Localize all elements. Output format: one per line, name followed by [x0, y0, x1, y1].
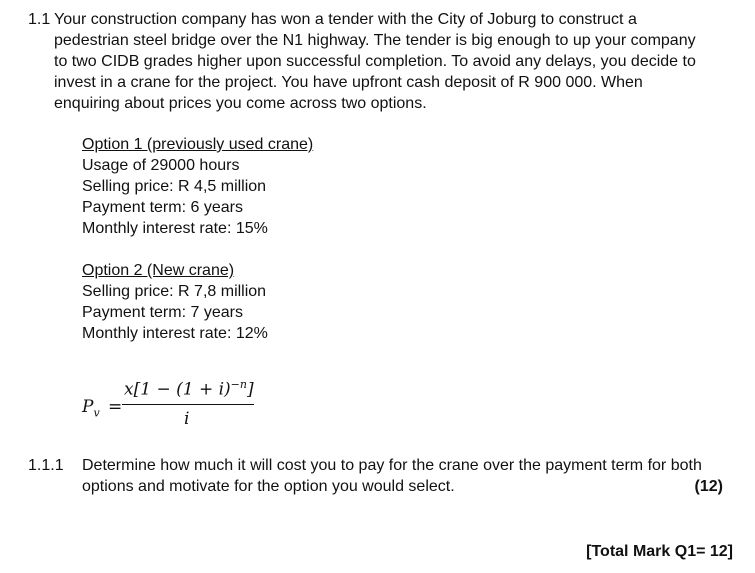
question-line-1: Your construction company has won a tender with the City of Joburg to construct a: [54, 11, 637, 28]
formula-numerator: $x[1 - (1 + i)^{-n}]$: [124, 378, 254, 400]
question-line-3: to two CIDB grades higher upon successful completion. To avoid any delays, you decide to: [54, 53, 696, 70]
option2-heading: Option 2 (New crane): [82, 262, 235, 279]
total-mark: [Total Mark Q1= 12]: [586, 543, 733, 560]
question-line-5: enquiring about prices you come across two options.: [54, 95, 427, 112]
option2-line-2: Payment term: 7 years: [82, 304, 243, 321]
present-value-formula: [82, 378, 282, 434]
subquestion-line-1: Determine how much it will cost you to pay for the crane over the payment term for both: [82, 457, 702, 474]
option1-line-1: Usage of 29000 hours: [82, 157, 240, 174]
option1-line-2: Selling price: R 4,5 million: [82, 178, 267, 195]
subquestion-marks: (12): [694, 478, 723, 495]
question-number: 1.1: [28, 11, 51, 28]
formula-denominator: i: [184, 409, 190, 429]
question-line-2: pedestrian steel bridge over the N1 highway. The tender is big enough to up your company: [54, 32, 696, 49]
formula-fraction-bar: [122, 404, 254, 405]
formula-lhs: $P_v$: [82, 397, 100, 420]
option2-line-1: Selling price: R 7,8 million: [82, 283, 267, 300]
option1-line-4: Monthly interest rate: 15%: [82, 220, 268, 237]
option1-heading: Option 1 (previously used crane): [82, 136, 314, 153]
option2-line-3: Monthly interest rate: 12%: [82, 325, 268, 342]
subquestion-line-2: options and motivate for the option you would select.: [82, 478, 455, 495]
option1-line-3: Payment term: 6 years: [82, 199, 243, 216]
subquestion-number: 1.1.1: [28, 457, 64, 474]
question-line-4: invest in a crane for the project. You have upfront cash deposit of R 900 000. When: [54, 74, 643, 91]
formula-equals: =: [108, 397, 123, 417]
